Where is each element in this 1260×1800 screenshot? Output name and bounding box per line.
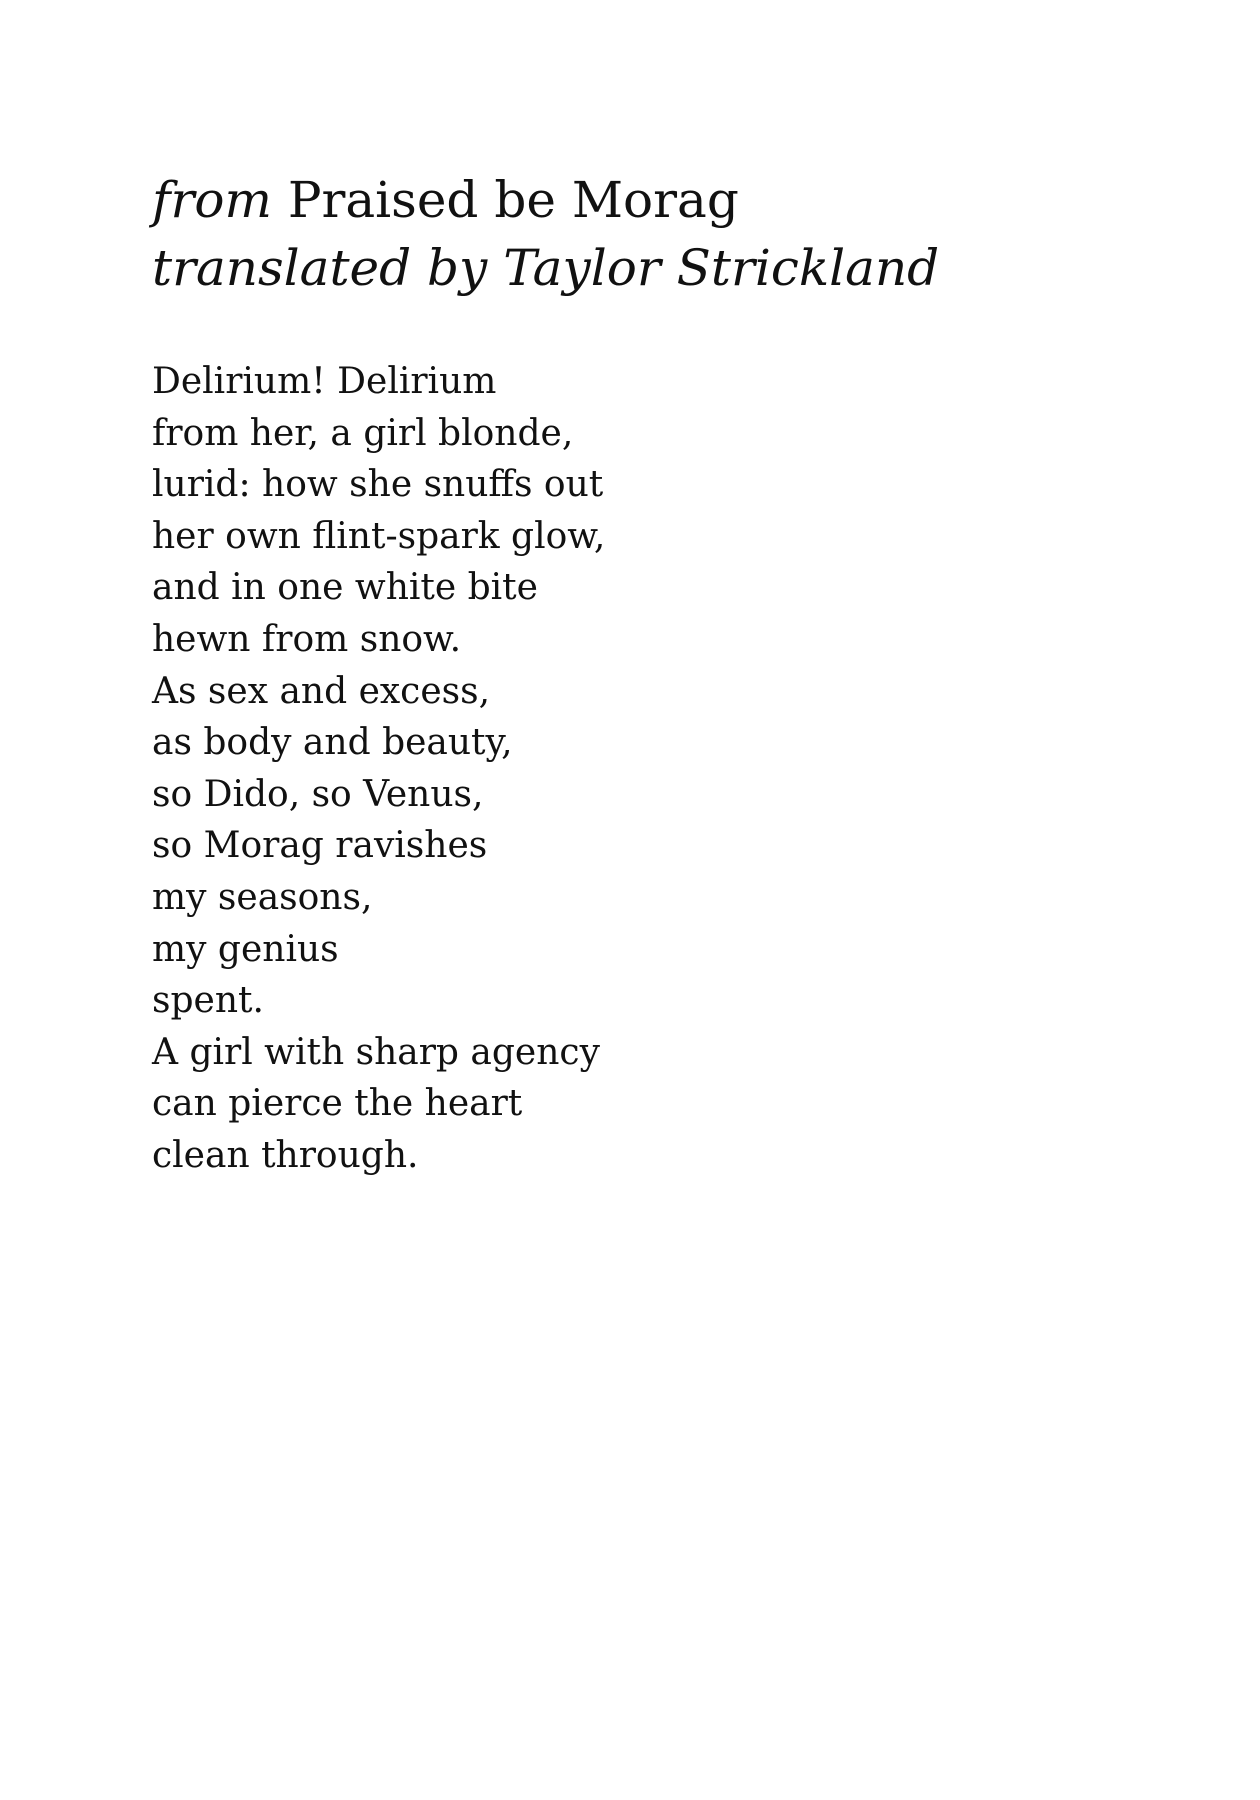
poem-line: so Morag ravishes bbox=[152, 825, 488, 867]
poem-line: my seasons, bbox=[152, 876, 373, 918]
poem-line: so Dido, so Venus, bbox=[152, 773, 484, 815]
poem-line: As sex and excess, bbox=[152, 670, 491, 712]
poem-line: my genius bbox=[152, 928, 339, 970]
poem-line: can pierce the heart bbox=[152, 1083, 523, 1125]
poem-line: her own flint-spark glow, bbox=[152, 515, 606, 557]
poem-body bbox=[152, 356, 1152, 1182]
title-text: Praised be Morag bbox=[287, 171, 739, 229]
translator-credit: translated by Taylor Strickland bbox=[152, 239, 940, 297]
poem-line: and in one white bite bbox=[152, 567, 538, 609]
poem-line: clean through. bbox=[152, 1134, 419, 1176]
poem-line: hewn from snow. bbox=[152, 618, 462, 660]
poem-line: from her, a girl blonde, bbox=[152, 412, 574, 454]
document-page bbox=[152, 166, 1152, 1182]
poem-line: A girl with sharp agency bbox=[152, 1031, 600, 1073]
poem-title bbox=[152, 166, 1152, 234]
poem-line: lurid: how she snuffs out bbox=[152, 464, 604, 506]
poem-line: as body and beauty, bbox=[152, 722, 513, 764]
title-prefix: from bbox=[152, 171, 272, 229]
poem-line: Delirium! Delirium bbox=[152, 361, 497, 402]
poem-line: spent. bbox=[152, 980, 264, 1022]
